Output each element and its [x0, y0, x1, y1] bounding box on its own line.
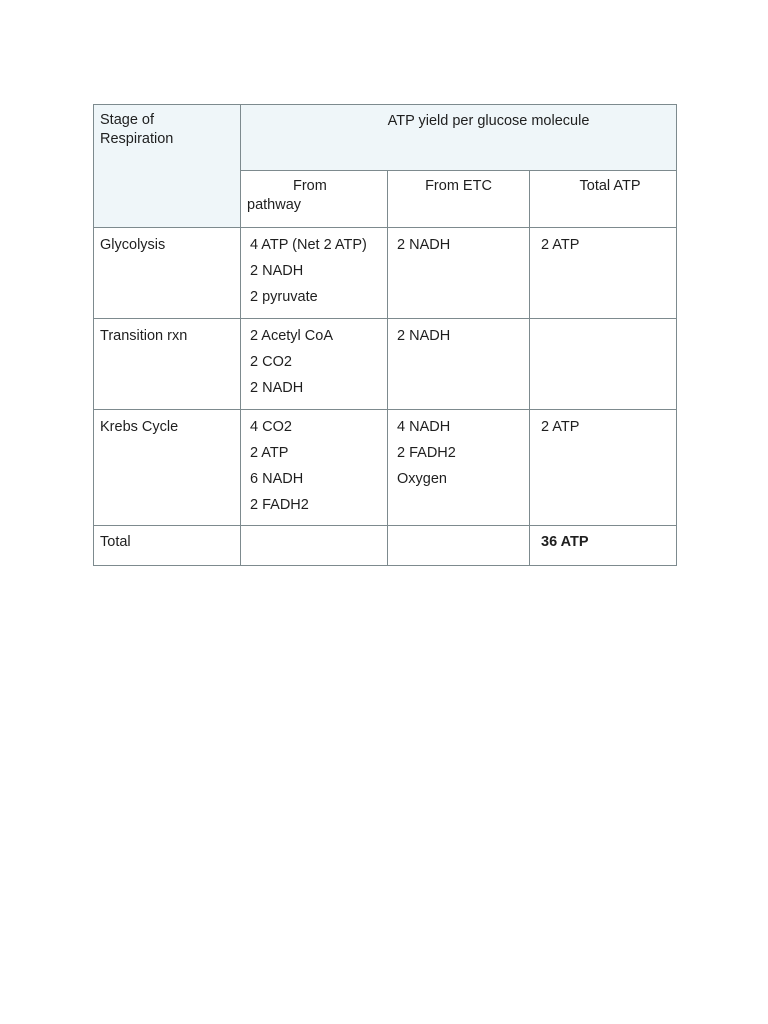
total-value	[541, 323, 667, 349]
stage-header-cell	[94, 105, 241, 228]
pathway-item: 2 ATP	[250, 445, 289, 461]
pathway-header-line1: From	[293, 178, 327, 194]
total-header-cell	[530, 171, 677, 228]
pathway-item: 2 NADH	[250, 263, 304, 279]
stage-cell	[94, 410, 241, 526]
pathway-item: 2 Acetyl CoA	[250, 328, 334, 344]
stage-name: Krebs Cycle	[100, 419, 179, 435]
etc-item: 2 NADH	[397, 237, 451, 253]
total-label: Total	[100, 534, 131, 550]
pathway-cell	[241, 410, 388, 526]
pathway-item: 4 CO2	[250, 419, 292, 435]
table-row	[94, 410, 677, 526]
stage-cell	[94, 228, 241, 319]
total-etc-cell	[388, 526, 530, 566]
etc-item: 2 FADH2	[397, 445, 456, 461]
respiration-atp-table	[93, 104, 677, 566]
pathway-item: 6 NADH	[250, 471, 304, 487]
pathway-cell	[241, 228, 388, 319]
pathway-item: 2 FADH2	[250, 497, 309, 513]
stage-name: Glycolysis	[100, 237, 166, 253]
pathway-item: 4 ATP (Net 2 ATP)	[250, 237, 367, 253]
etc-header-cell	[388, 171, 530, 228]
etc-item: 2 NADH	[397, 328, 451, 344]
stage-cell	[94, 319, 241, 410]
total-label-cell	[94, 526, 241, 566]
stage-name: Transition rxn	[100, 328, 188, 344]
stage-header-line1: Stage of	[100, 112, 155, 128]
stage-header-line2: Respiration	[100, 131, 174, 147]
grand-total-cell	[530, 526, 677, 566]
yield-header-title: ATP yield per glucose molecule	[387, 113, 590, 129]
total-pathway-cell	[241, 526, 388, 566]
etc-item: Oxygen	[397, 471, 447, 487]
total-value: 2 ATP	[541, 419, 580, 435]
total-cell	[530, 228, 677, 319]
etc-cell	[388, 410, 530, 526]
etc-cell	[388, 228, 530, 319]
total-row	[94, 526, 677, 566]
pathway-header-line2: pathway	[247, 197, 302, 213]
pathway-item: 2 pyruvate	[250, 289, 318, 305]
total-cell	[530, 319, 677, 410]
total-header-label: Total ATP	[579, 178, 641, 194]
total-cell	[530, 410, 677, 526]
pathway-cell	[241, 319, 388, 410]
pathway-item: 2 CO2	[250, 354, 292, 370]
total-value: 2 ATP	[541, 237, 580, 253]
etc-item: 4 NADH	[397, 419, 451, 435]
etc-header-label: From ETC	[425, 178, 492, 194]
pathway-item: 2 NADH	[250, 380, 304, 396]
table-row	[94, 319, 677, 410]
etc-cell	[388, 319, 530, 410]
pathway-header-cell	[241, 171, 388, 228]
yield-header-cell	[241, 105, 677, 171]
grand-total-value: 36 ATP	[541, 534, 589, 550]
table-row	[94, 228, 677, 319]
